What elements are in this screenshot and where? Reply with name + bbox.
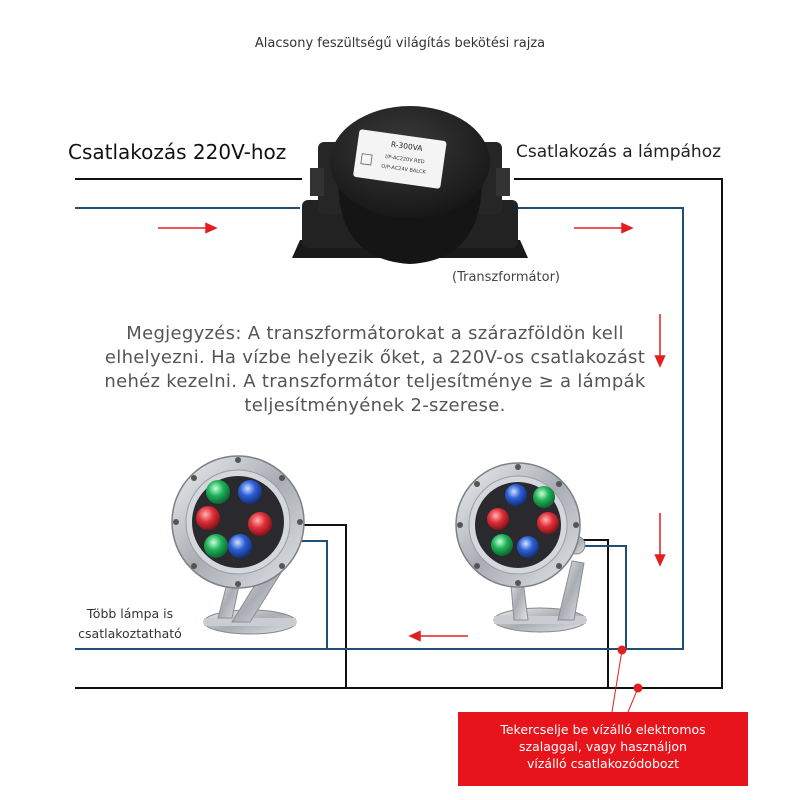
wire-blue-output [75, 208, 683, 649]
wire-blue-lamp2 [585, 546, 626, 649]
flow-arrow-icon [574, 224, 632, 233]
note-line: teljesítményének 2-szerese. [244, 395, 506, 416]
warning-line: szalaggal, vagy használjon [519, 739, 687, 754]
input-220v-label: Csatlakozás 220V-hoz [68, 140, 287, 164]
junction-markers [612, 646, 642, 712]
transformer-label: (Transzformátor) [452, 270, 560, 285]
blue-wires [75, 208, 683, 649]
more-lamps-line: Több lámpa is [86, 606, 174, 621]
wire-blue-lamp1 [300, 541, 327, 649]
more-lamps-line: csatlakoztatható [78, 626, 182, 641]
underwater-lamp-icon [456, 463, 586, 632]
installation-note [60, 322, 690, 418]
warning-line: vízálló csatlakozódobozt [526, 756, 679, 771]
waterproofing-warning-box [458, 712, 748, 786]
flow-arrow-icon [656, 513, 665, 565]
nameplate-output: O/P-AC24V BALCK [380, 163, 427, 176]
wire-black-lamp1 [300, 525, 346, 688]
wire-black-lamp2 [578, 540, 608, 688]
flow-arrow-icon [158, 224, 216, 233]
note-line: Megjegyzés: A transzformátorokat a szárazföldön kell [126, 323, 624, 344]
note-line: nehéz kezelni. A transzformátor teljesítménye ≥ a lámpák [104, 371, 646, 392]
flow-arrow-icon [410, 632, 468, 641]
warning-line: Tekercselje be vízálló elektromos [500, 722, 706, 737]
nameplate-input: I/P-AC220V RED [384, 153, 425, 166]
note-line: elhelyezni. Ha vízbe helyezik őket, a 220V-os csatlakozást [104, 347, 646, 368]
diagram-title: Alacsony feszültségű világítás bekötési rajza [254, 36, 546, 51]
transformer-icon [292, 106, 528, 264]
more-lamps-note [60, 604, 200, 644]
lamp-connection-label: Csatlakozás a lámpához [516, 142, 722, 162]
nameplate-model: R-300VA [390, 139, 424, 153]
